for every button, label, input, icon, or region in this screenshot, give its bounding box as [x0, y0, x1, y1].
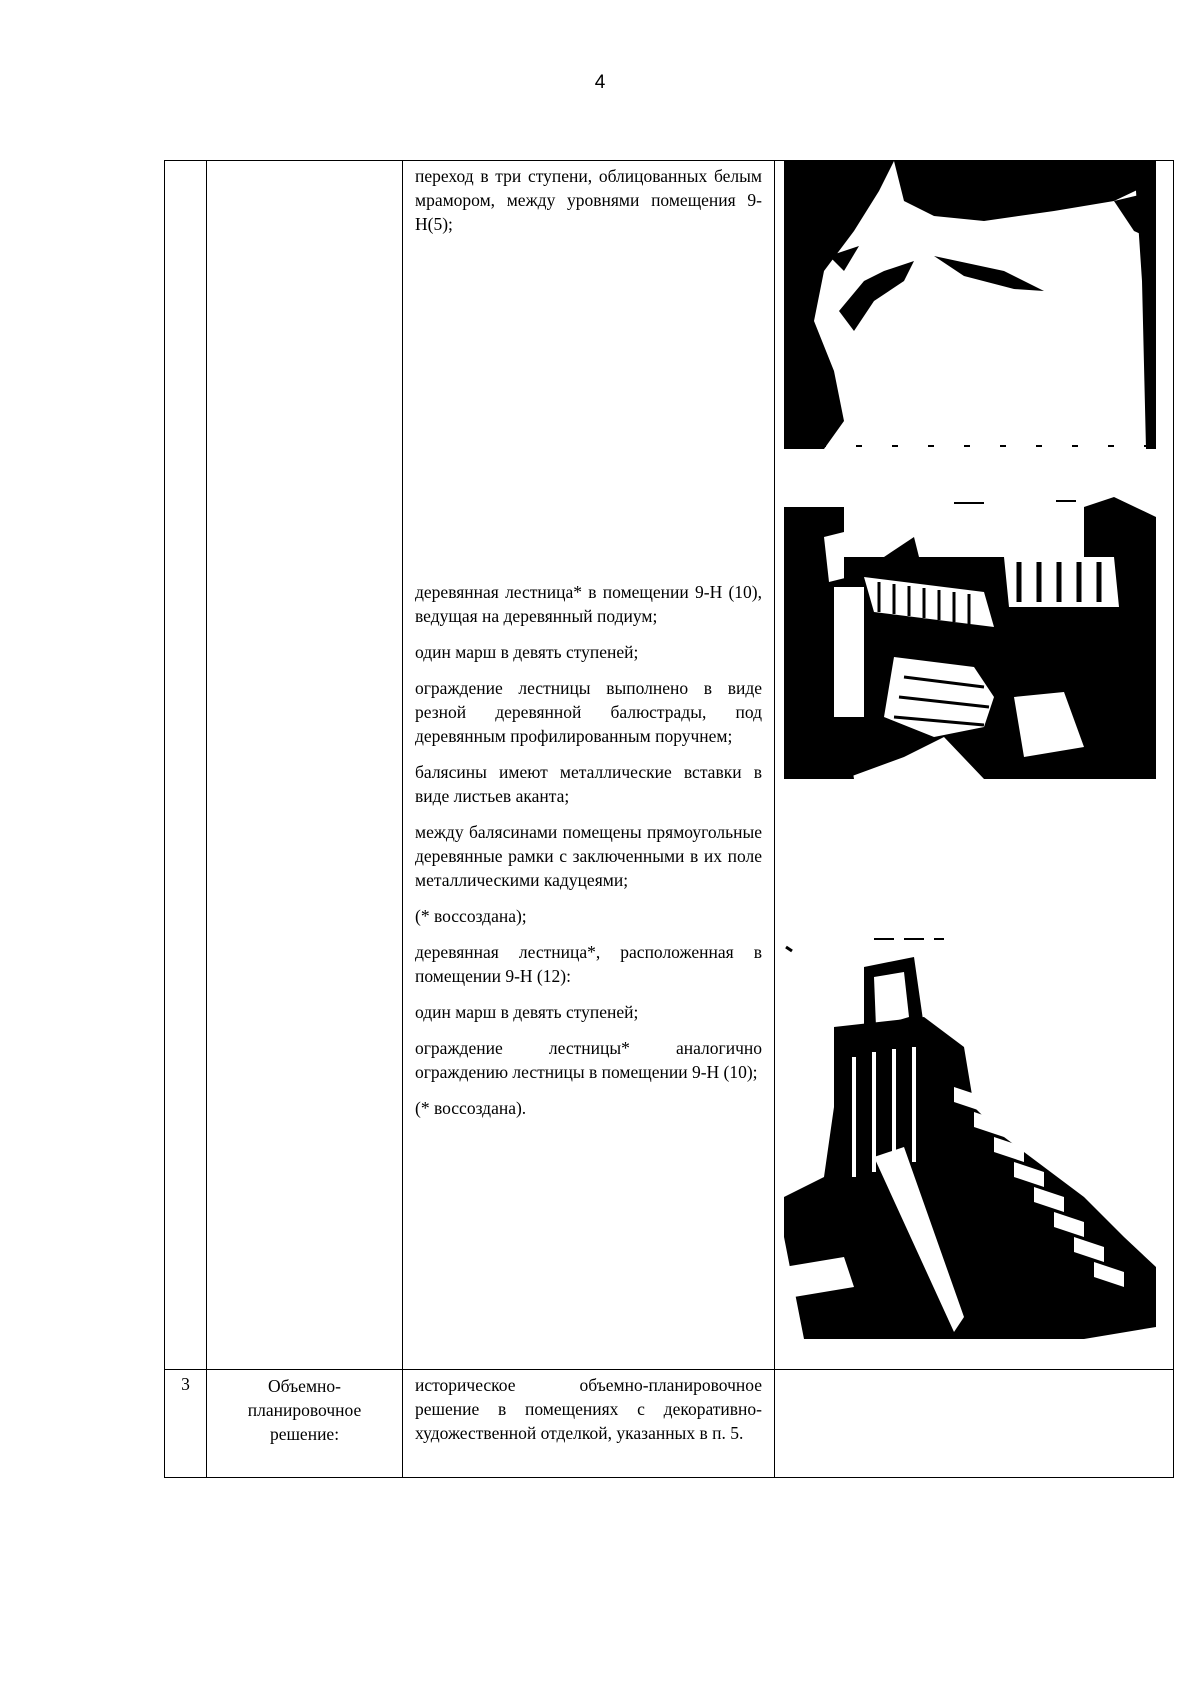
table-row-continuation	[165, 161, 1174, 1370]
text-one-flight: один марш в девять ступеней;	[415, 642, 639, 662]
row-3-description	[403, 1370, 775, 1478]
subject-protection-table	[164, 160, 1174, 1478]
description-cell	[403, 161, 775, 1370]
table-row-3	[165, 1370, 1174, 1478]
text-frames: между балясинами помещены прямоугольные деревянные рамки с заключенными в их поле металлическими кадуцеями;	[415, 822, 762, 890]
wooden-staircase-photo	[784, 937, 1156, 1339]
text-balusters: балясины имеют металлические вставки в виде листьев аканта;	[415, 762, 762, 806]
row-3-number: 3	[165, 1370, 207, 1478]
name-cell	[207, 161, 403, 1370]
photo-cell	[775, 161, 1174, 1370]
text-recreated-2: (* воссоздана).	[415, 1098, 527, 1118]
wooden-staircase-podium-photo	[784, 497, 1156, 779]
text-staircase-10: деревянная лестница* в помещении 9-Н (10), ведущая на деревянный подиум;	[415, 582, 762, 626]
text-marble-steps: переход в три ступени, облицованных белым мрамором, между уровнями помещения 9-Н(5);	[415, 166, 762, 234]
row-3-text: историческое объемно-планировочное решение в помещениях с декоративно-художественной отделкой, указанных в п. 5.	[415, 1375, 762, 1443]
marble-steps-photo	[784, 161, 1156, 449]
row-3-name: Объемно-планировочное решение:	[207, 1370, 403, 1478]
text-one-flight-2: один марш в девять ступеней;	[415, 1002, 639, 1022]
number-cell	[165, 161, 207, 1370]
row-3-photo-cell	[775, 1370, 1174, 1478]
text-recreated-1: (* воссоздана);	[415, 906, 527, 926]
page-number: 4	[594, 72, 606, 93]
text-railing: ограждение лестницы выполнено в виде резной деревянной балюстрады, под деревянным профилированным поручнем;	[415, 678, 762, 746]
text-staircase-12: деревянная лестница*, расположенная в помещении 9-Н (12):	[415, 942, 762, 986]
text-railing-2: ограждение лестницы* аналогично ограждению лестницы в помещении 9-Н (10);	[415, 1038, 762, 1082]
